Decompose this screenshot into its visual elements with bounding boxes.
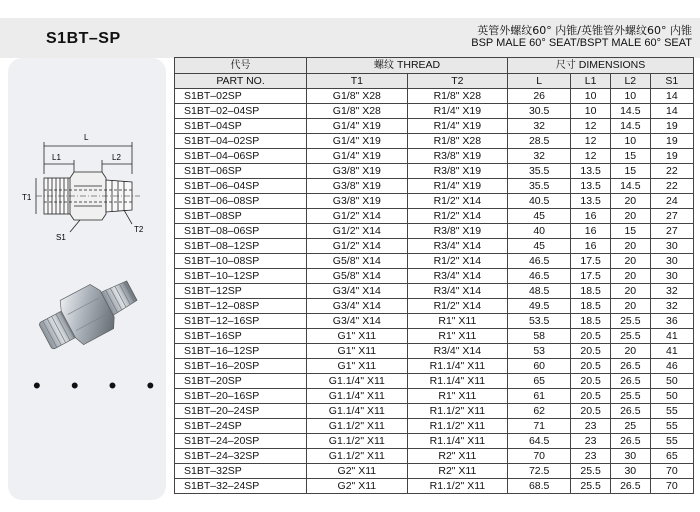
- cell-t1: G3/8" X19: [307, 179, 408, 194]
- cell-t1: G1/4" X19: [307, 149, 408, 164]
- cell-l1: 12: [571, 134, 611, 149]
- cell-t2: R1" X11: [407, 389, 508, 404]
- cell-t2: R1" X11: [407, 314, 508, 329]
- cell-s1: 55: [650, 404, 693, 419]
- cell-part-no: S1BT–10–08SP: [175, 254, 307, 269]
- cell-l1: 17.5: [571, 269, 611, 284]
- cell-l: 30.5: [508, 104, 571, 119]
- cell-t1: G1.1/4" X11: [307, 404, 408, 419]
- cell-l2: 10: [610, 134, 650, 149]
- table-row: [175, 419, 694, 434]
- cell-t1: G1" X11: [307, 359, 408, 374]
- cell-t1: G1/2" X14: [307, 224, 408, 239]
- cell-t2: R1" X11: [407, 329, 508, 344]
- cell-s1: 24: [650, 194, 693, 209]
- table-row: [175, 374, 694, 389]
- cell-part-no: S1BT–04SP: [175, 119, 307, 134]
- subtitle-chinese: 英管外螺纹60° 内锥/英锥管外螺纹60° 内锥: [477, 24, 692, 37]
- cell-l2: 26.5: [610, 404, 650, 419]
- cell-l1: 13.5: [571, 179, 611, 194]
- cell-l2: 25.5: [610, 314, 650, 329]
- specification-table: [174, 57, 694, 494]
- cell-part-no: S1BT–16–12SP: [175, 344, 307, 359]
- cell-t1: G1.1/2" X11: [307, 434, 408, 449]
- table-row: [175, 464, 694, 479]
- cell-t2: R3/8" X19: [407, 149, 508, 164]
- cell-part-no: S1BT–12–16SP: [175, 314, 307, 329]
- header-t1: T1: [307, 74, 408, 89]
- cell-t2: R1.1/4" X11: [407, 434, 508, 449]
- table-row: [175, 404, 694, 419]
- header-part-no: PART NO.: [175, 74, 307, 89]
- cell-part-no: S1BT–16SP: [175, 329, 307, 344]
- cell-s1: 70: [650, 464, 693, 479]
- cell-t2: R1/2" X14: [407, 299, 508, 314]
- cell-s1: 32: [650, 284, 693, 299]
- table-row: [175, 134, 694, 149]
- cell-l1: 23: [571, 449, 611, 464]
- cell-l2: 15: [610, 149, 650, 164]
- cell-t2: R2" X11: [407, 464, 508, 479]
- cell-t2: R3/4" X14: [407, 269, 508, 284]
- cell-part-no: S1BT–24–32SP: [175, 449, 307, 464]
- cell-part-no: S1BT–02–04SP: [175, 104, 307, 119]
- cell-s1: 36: [650, 314, 693, 329]
- cell-l: 40.5: [508, 194, 571, 209]
- cell-l2: 14.5: [610, 179, 650, 194]
- cell-t2: R1/8" X28: [407, 89, 508, 104]
- cell-l: 58: [508, 329, 571, 344]
- table-body: [175, 89, 694, 494]
- table-row: [175, 269, 694, 284]
- cell-l1: 13.5: [571, 164, 611, 179]
- cell-part-no: S1BT–08–12SP: [175, 239, 307, 254]
- cell-l2: 20: [610, 254, 650, 269]
- cell-t1: G2" X11: [307, 479, 408, 494]
- cell-t1: G3/4" X14: [307, 299, 408, 314]
- dim-label-t1: T1: [22, 193, 32, 202]
- cell-s1: 70: [650, 479, 693, 494]
- cell-part-no: S1BT–12–08SP: [175, 299, 307, 314]
- cell-t1: G3/8" X19: [307, 164, 408, 179]
- cell-t2: R3/4" X14: [407, 284, 508, 299]
- table-row: [175, 314, 694, 329]
- cell-l: 45: [508, 239, 571, 254]
- cell-l: 49.5: [508, 299, 571, 314]
- cell-t1: G1/8" X28: [307, 104, 408, 119]
- header-dimensions: 尺寸 DIMENSIONS: [508, 58, 694, 74]
- cell-s1: 30: [650, 239, 693, 254]
- cell-l2: 10: [610, 89, 650, 104]
- cell-l2: 26.5: [610, 434, 650, 449]
- cell-l1: 20.5: [571, 359, 611, 374]
- cell-l1: 16: [571, 239, 611, 254]
- cell-l: 46.5: [508, 254, 571, 269]
- cell-t2: R1/2" X14: [407, 194, 508, 209]
- cell-t2: R3/4" X14: [407, 344, 508, 359]
- cell-l1: 18.5: [571, 299, 611, 314]
- cell-l2: 20: [610, 344, 650, 359]
- cell-l: 48.5: [508, 284, 571, 299]
- cell-part-no: S1BT–02SP: [175, 89, 307, 104]
- cell-l: 45: [508, 209, 571, 224]
- cell-l2: 25: [610, 419, 650, 434]
- table-row: [175, 299, 694, 314]
- cell-t2: R3/8" X19: [407, 164, 508, 179]
- cell-part-no: S1BT–16–20SP: [175, 359, 307, 374]
- cell-t2: R1/4" X19: [407, 119, 508, 134]
- cell-part-no: S1BT–04–06SP: [175, 149, 307, 164]
- cell-l: 61: [508, 389, 571, 404]
- header-s1: S1: [650, 74, 693, 89]
- table-row: [175, 254, 694, 269]
- header-l1: L1: [571, 74, 611, 89]
- cell-s1: 41: [650, 344, 693, 359]
- cell-t2: R1/8" X28: [407, 134, 508, 149]
- cell-part-no: S1BT–20SP: [175, 374, 307, 389]
- cell-l2: 30: [610, 449, 650, 464]
- table-row: [175, 224, 694, 239]
- cell-part-no: S1BT–04–02SP: [175, 134, 307, 149]
- cell-s1: 14: [650, 104, 693, 119]
- cell-l: 32: [508, 119, 571, 134]
- table-row: [175, 89, 694, 104]
- dim-label-l1: L1: [52, 153, 61, 162]
- cell-l1: 16: [571, 209, 611, 224]
- cell-l1: 20.5: [571, 404, 611, 419]
- cell-l: 53: [508, 344, 571, 359]
- cell-l2: 26.5: [610, 374, 650, 389]
- cell-part-no: S1BT–20–16SP: [175, 389, 307, 404]
- cell-t1: G1.1/4" X11: [307, 374, 408, 389]
- cell-l1: 25.5: [571, 479, 611, 494]
- cell-s1: 55: [650, 419, 693, 434]
- cell-part-no: S1BT–32SP: [175, 464, 307, 479]
- cell-s1: 22: [650, 164, 693, 179]
- cell-part-no: S1BT–12SP: [175, 284, 307, 299]
- cell-s1: 32: [650, 299, 693, 314]
- cell-t1: G1/8" X28: [307, 89, 408, 104]
- cell-l2: 26.5: [610, 359, 650, 374]
- cell-l: 72.5: [508, 464, 571, 479]
- cell-t1: G3/4" X14: [307, 314, 408, 329]
- table-row: [175, 209, 694, 224]
- cell-l: 71: [508, 419, 571, 434]
- cell-l2: 20: [610, 239, 650, 254]
- cell-s1: 19: [650, 134, 693, 149]
- cell-l1: 13.5: [571, 194, 611, 209]
- cell-t1: G1.1/4" X11: [307, 389, 408, 404]
- cell-t1: G1/2" X14: [307, 239, 408, 254]
- cell-l1: 16: [571, 224, 611, 239]
- table-row: [175, 119, 694, 134]
- cell-l2: 25.5: [610, 329, 650, 344]
- cell-t1: G1.1/2" X11: [307, 419, 408, 434]
- cell-t2: R1.1/4" X11: [407, 374, 508, 389]
- cell-l: 53.5: [508, 314, 571, 329]
- cell-t1: G5/8" X14: [307, 269, 408, 284]
- header-bar: [0, 18, 700, 58]
- cell-l2: 14.5: [610, 104, 650, 119]
- cell-l1: 20.5: [571, 374, 611, 389]
- cell-l1: 12: [571, 119, 611, 134]
- cell-l: 28.5: [508, 134, 571, 149]
- cell-t1: G3/8" X19: [307, 194, 408, 209]
- cell-l1: 20.5: [571, 329, 611, 344]
- cell-l1: 18.5: [571, 314, 611, 329]
- cell-s1: 46: [650, 359, 693, 374]
- cell-t2: R3/8" X19: [407, 224, 508, 239]
- cell-t1: G1" X11: [307, 329, 408, 344]
- dim-label-t2: T2: [134, 225, 144, 234]
- fitting-photo: [34, 268, 146, 360]
- cell-l: 70: [508, 449, 571, 464]
- cell-l: 60: [508, 359, 571, 374]
- cell-s1: 19: [650, 149, 693, 164]
- cell-l1: 25.5: [571, 464, 611, 479]
- cell-s1: 27: [650, 224, 693, 239]
- dim-label-l: L: [84, 133, 89, 142]
- more-dots: • • • •: [33, 373, 167, 398]
- cell-l2: 20: [610, 194, 650, 209]
- cell-t1: G3/4" X14: [307, 284, 408, 299]
- cell-l2: 26.5: [610, 479, 650, 494]
- cell-s1: 50: [650, 374, 693, 389]
- cell-s1: 50: [650, 389, 693, 404]
- cell-l1: 23: [571, 419, 611, 434]
- cell-s1: 30: [650, 254, 693, 269]
- table-row: [175, 479, 694, 494]
- cell-l1: 12: [571, 149, 611, 164]
- cell-part-no: S1BT–08–06SP: [175, 224, 307, 239]
- table-row: [175, 149, 694, 164]
- cell-l1: 10: [571, 89, 611, 104]
- cell-l: 32: [508, 149, 571, 164]
- dim-label-l2: L2: [112, 153, 121, 162]
- cell-part-no: S1BT–06–04SP: [175, 179, 307, 194]
- cell-part-no: S1BT–24SP: [175, 419, 307, 434]
- cell-l: 35.5: [508, 164, 571, 179]
- cell-t2: R1/4" X19: [407, 179, 508, 194]
- cell-s1: 55: [650, 434, 693, 449]
- cell-part-no: S1BT–32–24SP: [175, 479, 307, 494]
- cell-t2: R2" X11: [407, 449, 508, 464]
- header-thread: 螺纹 THREAD: [307, 58, 508, 74]
- cell-l: 68.5: [508, 479, 571, 494]
- cell-l1: 18.5: [571, 284, 611, 299]
- header-l: L: [508, 74, 571, 89]
- cell-s1: 27: [650, 209, 693, 224]
- cell-s1: 19: [650, 119, 693, 134]
- table-row: [175, 194, 694, 209]
- cell-t1: G1" X11: [307, 344, 408, 359]
- cell-l: 40: [508, 224, 571, 239]
- cell-l: 35.5: [508, 179, 571, 194]
- cell-t1: G2" X11: [307, 464, 408, 479]
- cell-part-no: S1BT–10–12SP: [175, 269, 307, 284]
- cell-l2: 20: [610, 284, 650, 299]
- cell-t2: R1.1/2" X11: [407, 479, 508, 494]
- table-row: [175, 104, 694, 119]
- cell-s1: 30: [650, 269, 693, 284]
- cell-l: 62: [508, 404, 571, 419]
- cell-t2: R3/4" X14: [407, 239, 508, 254]
- table-row: [175, 179, 694, 194]
- dim-label-s1: S1: [56, 233, 66, 242]
- table-row: [175, 329, 694, 344]
- cell-l1: 17.5: [571, 254, 611, 269]
- cell-l2: 14.5: [610, 119, 650, 134]
- cell-l2: 15: [610, 164, 650, 179]
- table-row: [175, 449, 694, 464]
- fitting-technical-drawing: [20, 128, 160, 246]
- table-row: [175, 164, 694, 179]
- table-row: [175, 239, 694, 254]
- cell-s1: 22: [650, 179, 693, 194]
- header-t2: T2: [407, 74, 508, 89]
- cell-l1: 20.5: [571, 389, 611, 404]
- cell-s1: 65: [650, 449, 693, 464]
- cell-l2: 20: [610, 269, 650, 284]
- table-row: [175, 284, 694, 299]
- cell-part-no: S1BT–08SP: [175, 209, 307, 224]
- cell-part-no: S1BT–20–24SP: [175, 404, 307, 419]
- cell-l1: 23: [571, 434, 611, 449]
- cell-t1: G1/4" X19: [307, 134, 408, 149]
- cell-l: 64.5: [508, 434, 571, 449]
- table-row: [175, 344, 694, 359]
- cell-t2: R1.1/2" X11: [407, 419, 508, 434]
- cell-t2: R1.1/4" X11: [407, 359, 508, 374]
- cell-t2: R1.1/2" X11: [407, 404, 508, 419]
- cell-l2: 20: [610, 299, 650, 314]
- header-code-cn: 代号: [175, 58, 307, 74]
- cell-part-no: S1BT–24–20SP: [175, 434, 307, 449]
- header-l2: L2: [610, 74, 650, 89]
- cell-part-no: S1BT–06SP: [175, 164, 307, 179]
- subtitle-english: BSP MALE 60° SEAT/BSPT MALE 60° SEAT: [471, 37, 692, 49]
- table-row: [175, 434, 694, 449]
- cell-l: 65: [508, 374, 571, 389]
- cell-s1: 41: [650, 329, 693, 344]
- cell-t1: G1/2" X14: [307, 209, 408, 224]
- cell-part-no: S1BT–06–08SP: [175, 194, 307, 209]
- cell-l: 46.5: [508, 269, 571, 284]
- cell-l: 26: [508, 89, 571, 104]
- cell-l2: 20: [610, 209, 650, 224]
- cell-l2: 25.5: [610, 389, 650, 404]
- cell-t2: R1/2" X14: [407, 254, 508, 269]
- cell-l1: 10: [571, 104, 611, 119]
- cell-t1: G1.1/2" X11: [307, 449, 408, 464]
- cell-t1: G1/4" X19: [307, 119, 408, 134]
- cell-s1: 14: [650, 89, 693, 104]
- cell-l2: 30: [610, 464, 650, 479]
- product-title: S1BT–SP: [46, 30, 121, 47]
- cell-t2: R1/2" X14: [407, 209, 508, 224]
- cell-t1: G5/8" X14: [307, 254, 408, 269]
- cell-l2: 15: [610, 224, 650, 239]
- table-row: [175, 359, 694, 374]
- cell-t2: R1/4" X19: [407, 104, 508, 119]
- table-row: [175, 389, 694, 404]
- cell-l1: 20.5: [571, 344, 611, 359]
